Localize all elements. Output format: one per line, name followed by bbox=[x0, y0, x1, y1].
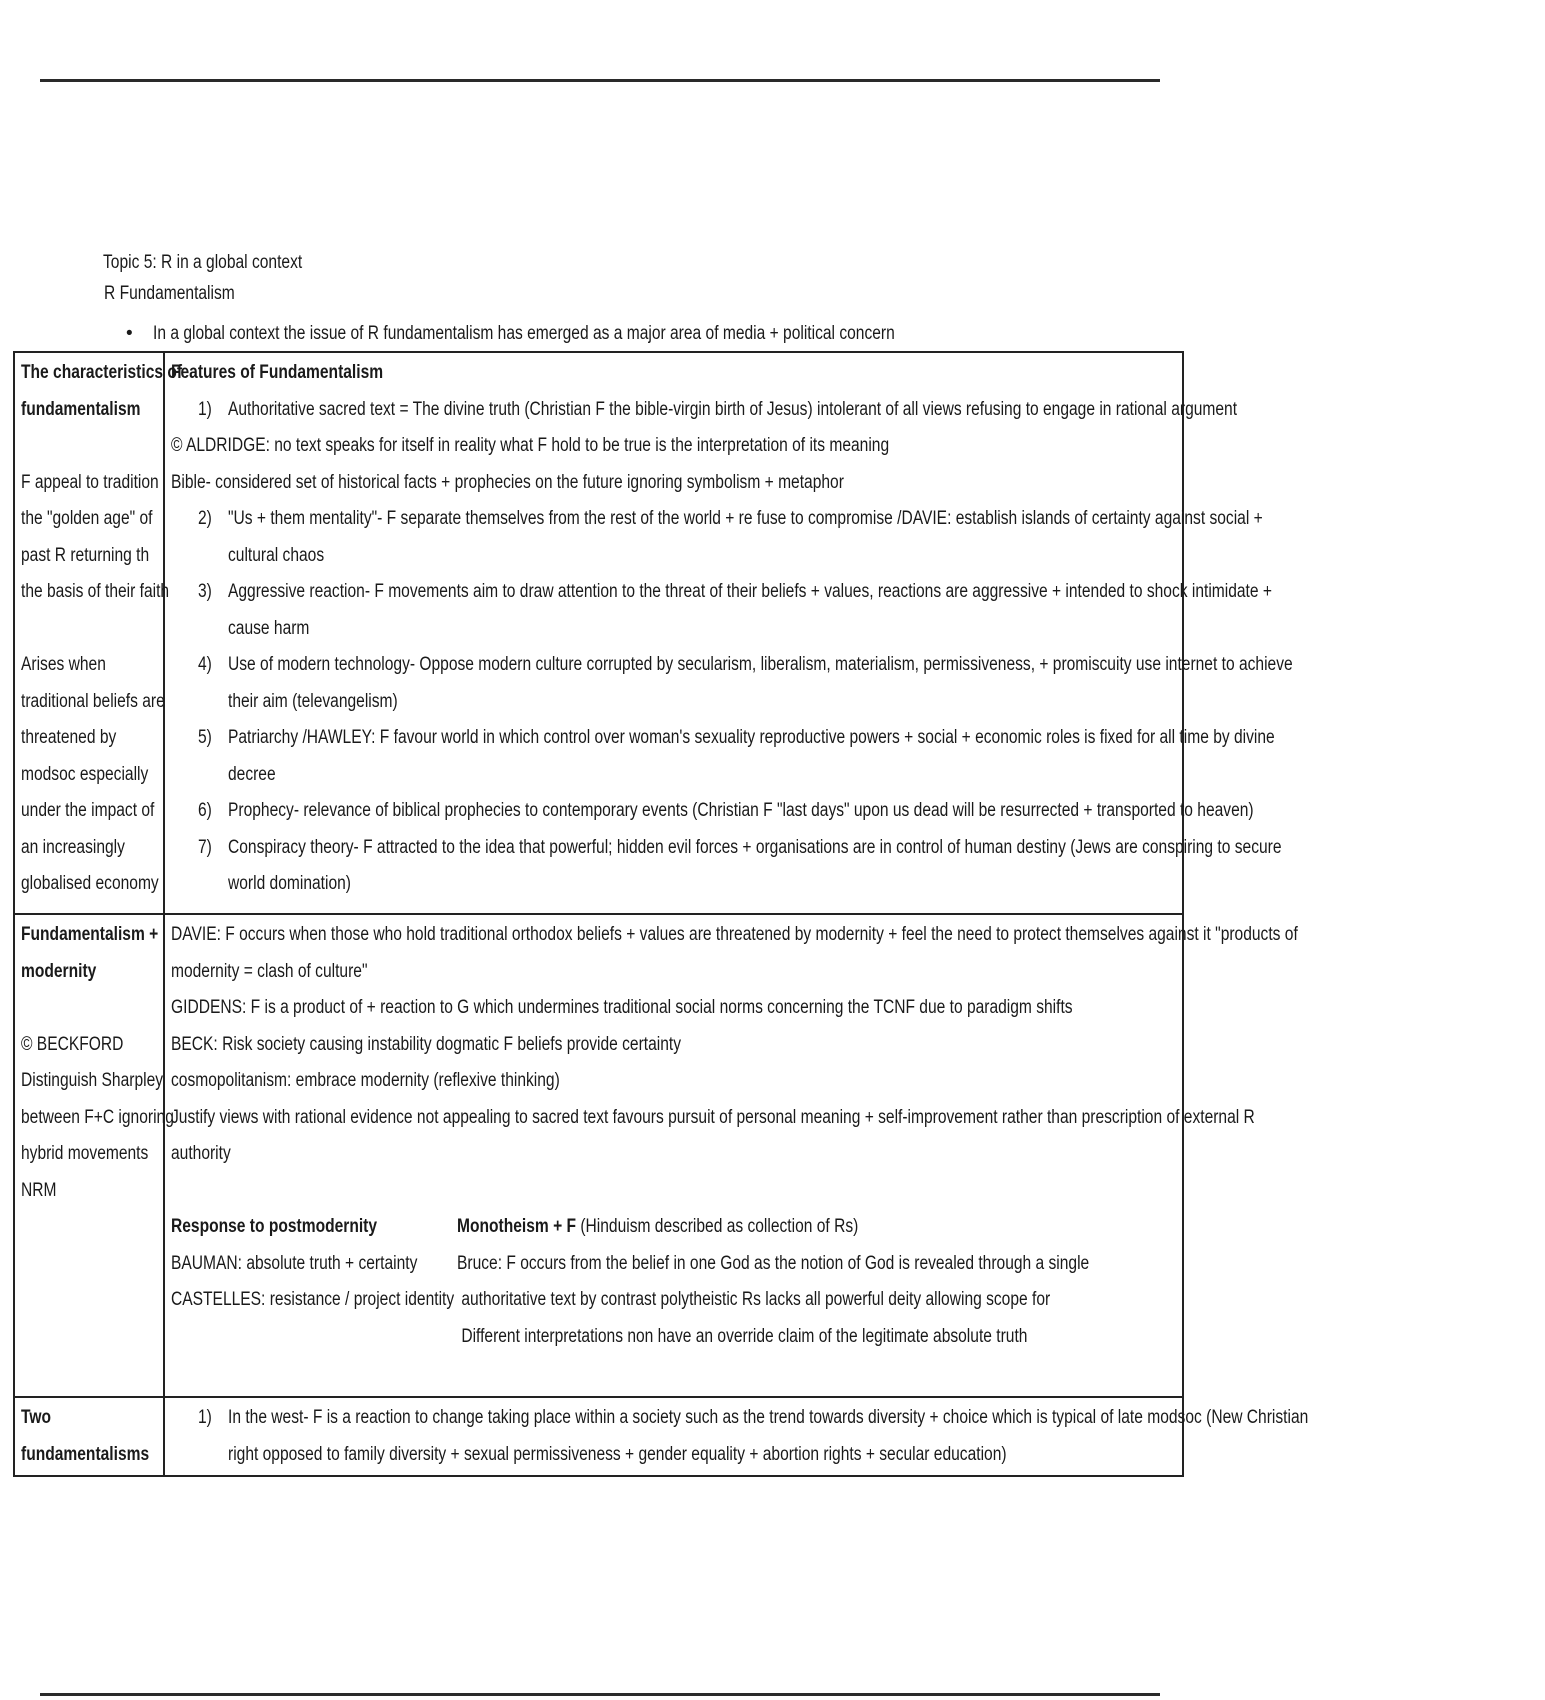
side-note: hybrid movements bbox=[21, 1143, 149, 1164]
side-note: © BECKFORD bbox=[21, 1033, 124, 1055]
row-content-cell bbox=[164, 914, 1298, 1397]
content-line: BECK: Risk society causing instability dogmatic F beliefs provide certainty bbox=[171, 1033, 682, 1055]
content-line: CASTELLES: resistance / project identity bbox=[171, 1289, 455, 1310]
content-line: DAVIE: F occurs when those who hold traditional orthodox beliefs + values are threatened by modernity + feel the need to protect themselves against it "products of bbox=[171, 924, 1298, 945]
row-label-cell bbox=[14, 914, 174, 1397]
intro-bullet-text: In a global context the issue of R fundamentalism has emerged as a major area of media + political concern bbox=[153, 323, 895, 344]
list-item: 4) Use of modern technology- Oppose modern culture corrupted by secularism, liberalism, materialism, permissiveness, + promiscuity use internet to achieve bbox=[198, 654, 1293, 675]
row-content-cell: Features of Fundamentalism 1) Authoritative sacred text = The divine truth (Christian F the bible-virgin birth of Jesus) intolerant of all views refusing to engage in rational argument © ALDRIDGE: no text speaks for itself in reality what F hold to be true is the interpretation of its meaning Bible- considered set of historical facts + prophecies on the future ignoring symbolism + metaphor 2) "Us + them mentality"- F separate themselves from the rest of the world + re fuse to compromise /DAVIE: establish islands of certainty against social + cultural chaos 3) Aggressive reaction- F movements aim to draw attention to the threat of their beliefs + values, reactions are aggressive + intended to shock intimidate + cause harm 4) Use of modern technology- Oppose modern culture corrupted by secularism, liberalism, materialism, permissiveness, + promiscuity use internet to achieve their aim (televangelism) 5) Patriarchy /HAWLEY: F favour world in which control over woman's sexuality reproductive powers + social + economic roles is fixed for all time by divine decree 6) Prophecy- relevance of biblical prophecies to contemporary events (Christian F "last days" upon us dead will be resurrected + transported to heaven) 7) Conspiracy theory- F attracted to the idea that powerful; hidden evil forces + organisations are in control of human destiny (Jews are conspiring to secure world domination) bbox=[164, 352, 1183, 914]
table-row bbox=[14, 1397, 1183, 1476]
side-note: the "golden age" of bbox=[21, 508, 153, 529]
row-heading: Two bbox=[21, 1407, 52, 1428]
row-heading: Fundamentalism + bbox=[21, 924, 159, 945]
side-note: under the impact of bbox=[21, 800, 155, 821]
row-heading: fundamentalism bbox=[21, 398, 141, 420]
row-content-cell bbox=[164, 1397, 1309, 1476]
side-note: between F+C ignoring bbox=[21, 1106, 174, 1128]
list-item: Bible- considered set of historical facts + prophecies on the future ignoring symbolism + metaphor bbox=[171, 471, 844, 493]
side-note: modsoc especially bbox=[21, 763, 149, 785]
list-item: 5) Patriarchy /HAWLEY: F favour world in which control over woman's sexuality reproductive powers + social + economic roles is fixed for all time by divine bbox=[198, 727, 1275, 748]
row-heading: modernity bbox=[21, 960, 97, 982]
content-line: Bruce: F occurs from the belief in one God as the notion of God is revealed through a single bbox=[457, 1252, 1090, 1274]
content-line: cosmopolitanism: embrace modernity (reflexive thinking) bbox=[171, 1070, 560, 1091]
list-item: 6) Prophecy- relevance of biblical prophecies to contemporary events (Christian F "last days" upon us dead will be resurrected + transported to heaven) bbox=[198, 800, 1254, 821]
content-line: modernity = clash of culture" bbox=[171, 960, 368, 982]
row-heading: fundamentalisms bbox=[21, 1443, 150, 1465]
content-line: authoritative text by contrast polytheistic Rs lacks all powerful deity allowing scope for bbox=[457, 1289, 1051, 1310]
side-note: threatened by bbox=[21, 727, 117, 748]
table-row bbox=[14, 914, 1183, 1397]
row-heading: The characteristics of bbox=[21, 362, 183, 383]
content-line: GIDDENS: F is a product of + reaction to G which undermines traditional social norms concerning the TCNF due to paradigm shifts bbox=[171, 997, 1073, 1018]
bottom-rule bbox=[40, 1693, 1160, 1696]
top-rule bbox=[40, 79, 1160, 82]
side-note: Arises when bbox=[21, 654, 106, 675]
content-line: right opposed to family diversity + sexual permissiveness + gender equality + abortion rights + secular education) bbox=[228, 1443, 1007, 1465]
content-line: authority bbox=[171, 1143, 231, 1164]
topic-title: Topic 5: R in a global context bbox=[103, 252, 303, 273]
content-line: Different interpretations non have an override claim of the legitimate absolute truth bbox=[457, 1325, 1028, 1347]
list-item: 3) Aggressive reaction- F movements aim to draw attention to the threat of their beliefs + values, reactions are aggressive + intended to shock intimidate + bbox=[198, 581, 1272, 602]
subtopic-title: R Fundamentalism bbox=[104, 283, 235, 304]
notes-table bbox=[13, 351, 1309, 1477]
side-note: Distinguish Sharpley bbox=[21, 1070, 164, 1091]
row-label-cell bbox=[14, 1397, 164, 1476]
content-line: BAUMAN: absolute truth + certainty bbox=[171, 1252, 418, 1274]
side-note: past R returning th bbox=[21, 544, 150, 566]
table-row bbox=[14, 352, 1183, 914]
side-note: the basis of their faith bbox=[21, 581, 170, 602]
side-note: NRM bbox=[21, 1179, 57, 1201]
bullet-icon: • bbox=[126, 323, 133, 344]
content-line: Justify views with rational evidence not appealing to sacred text favours pursuit of personal meaning + self-improvement rather than prescription of external R bbox=[171, 1106, 1255, 1128]
list-item: 1) In the west- F is a reaction to change taking place within a society such as the trend towards diversity + choice which is typical of late modsoc (New Christian bbox=[198, 1407, 1309, 1428]
side-note: F appeal to tradition bbox=[21, 471, 159, 493]
side-note: traditional beliefs are bbox=[21, 690, 165, 712]
row-label-cell bbox=[14, 352, 183, 914]
list-item: 1) Authoritative sacred text = The divine truth (Christian F the bible-virgin birth of Jesus) intolerant of all views refusing to engage in rational argument bbox=[198, 398, 1238, 420]
section-title: Features of Fundamentalism bbox=[171, 362, 384, 383]
subsection-title: Response to postmodernity bbox=[171, 1216, 378, 1237]
side-note: globalised economy bbox=[21, 873, 159, 894]
list-item: © ALDRIDGE: no text speaks for itself in reality what F hold to be true is the interpretation of its meaning bbox=[171, 435, 890, 456]
list-item: 2) "Us + them mentality"- F separate themselves from the rest of the world + re fuse to compromise /DAVIE: establish islands of certainty against social + bbox=[198, 508, 1263, 529]
list-item: 7) Conspiracy theory- F attracted to the idea that powerful; hidden evil forces + organisations are in control of human destiny (Jews are conspiring to secure bbox=[198, 836, 1282, 858]
subsection-title: Monotheism + F (Hinduism described as collection of Rs) bbox=[457, 1216, 859, 1237]
side-note: an increasingly bbox=[21, 836, 125, 858]
